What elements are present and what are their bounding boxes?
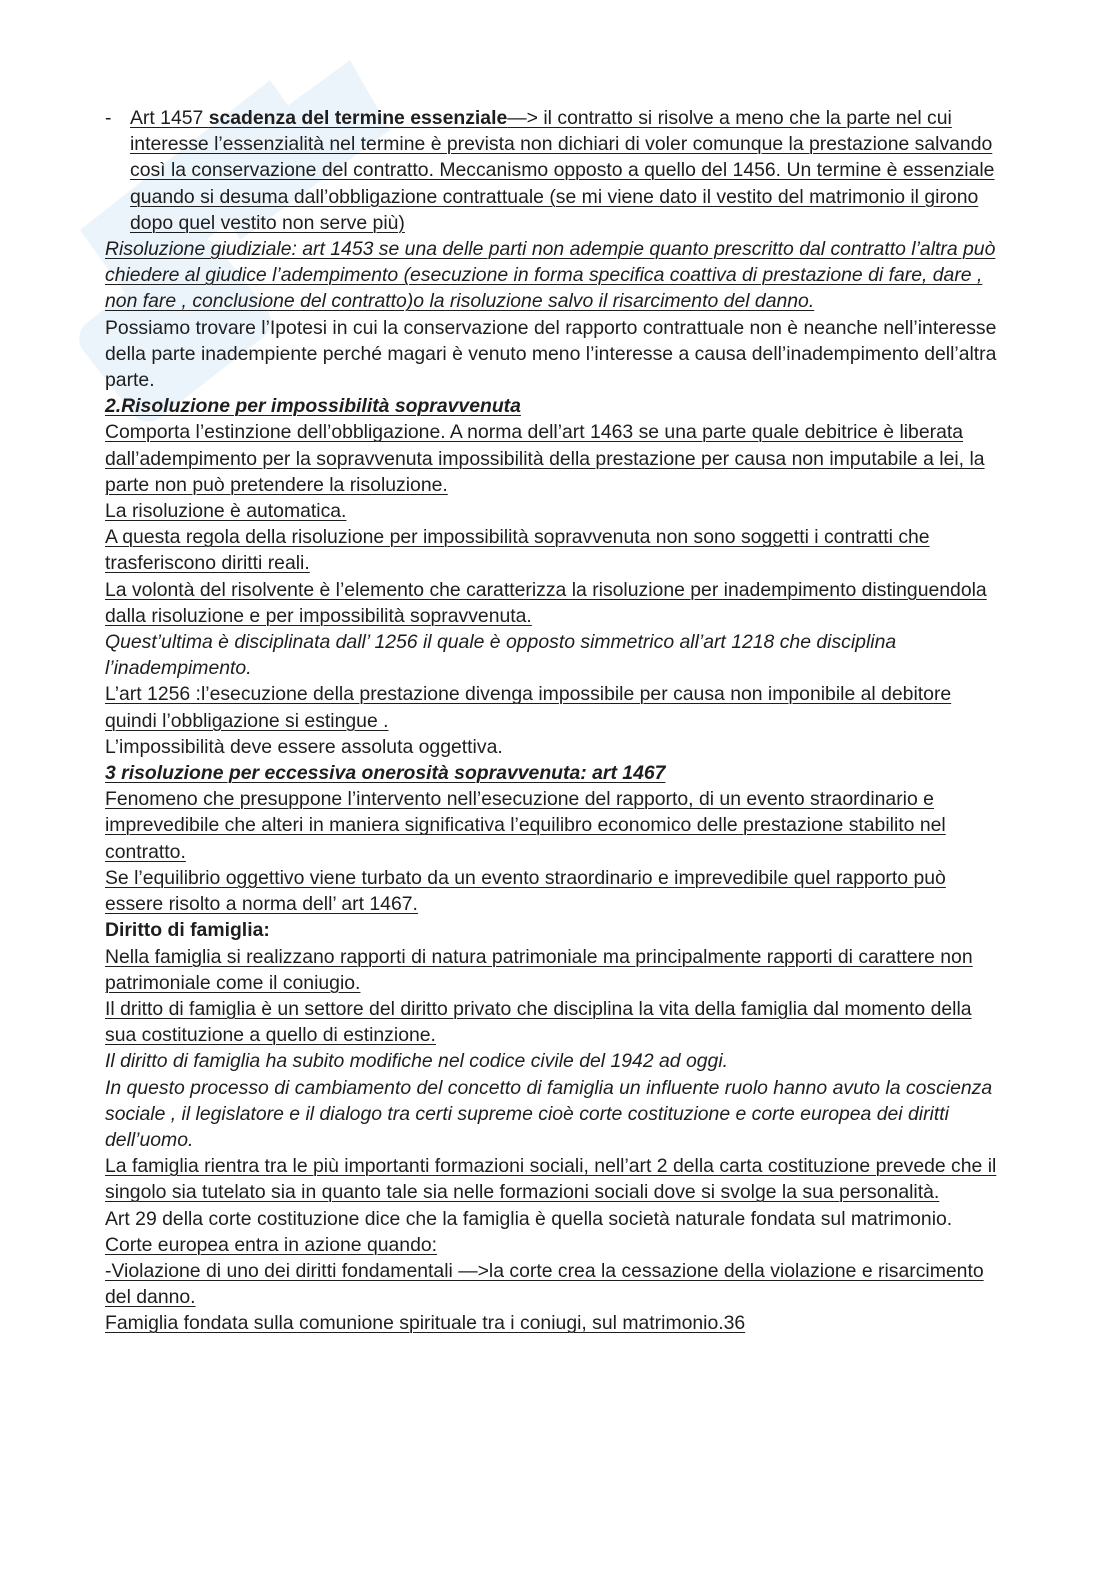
paragraph-fenomeno: Fenomeno che presuppone l’intervento nell’esecuzione del rapporto, di un evento straordinario e imprevedibile che alteri in maniera significativa l’equilibro economico delle prestazione stabilito nel contratto. (105, 788, 946, 863)
heading-diritto-di-famiglia: Diritto di famiglia: (105, 919, 270, 942)
paragraph-ipotesi: Possiamo trovare l’Ipotesi in cui la conservazione del rapporto contrattuale non è neanche nell’interesse della parte inadempiente perché magari è venuto meno l’interesse a causa dell’inadempimento dell’altra parte. (105, 316, 997, 392)
document-page (105, 105, 1005, 1337)
paragraph-equilibrio: Se l’equilibrio oggettivo viene turbato da un evento straordinario e imprevedibile quel rapporto può essere risolto a norma dell’ art 1467. (105, 866, 946, 916)
bullet-text-post: —> il contratto si risolve a meno che la parte nel cui interesse l’essenzialità nel termine è prevista non dichiari di voler comunque la prestazione salvando così la conservazione del contratto. Meccanismo opposto a quello del 1456. Un termine è essenziale quando si desuma dall’obbligazione contrattuale (se mi viene dato il vestito del matrimonio il girono dopo quel vestito non serve più) (130, 107, 995, 234)
paragraph-comunione: Famiglia fondata sulla comunione spirituale tra i coniugi, sul matrimonio.36 (105, 1312, 746, 1335)
paragraph-formazioni-sociali: La famiglia rientra tra le più importanti formazioni sociali, nell’art 2 della carta costituzione prevede che il singolo sia tutelato sia in quanto tale sia nelle formazioni sociali dove si svolge la sua personalità. (105, 1155, 997, 1204)
heading-eccessiva-onerosita: 3 risoluzione per eccessiva onerosità sopravvenuta: art 1467 (105, 762, 666, 785)
paragraph-risoluzione-giudiziale: Risoluzione giudiziale: art 1453 se una delle parti non adempie quanto prescritto dal contratto l’altra può chiedere al giudice l’adempimento (esecuzione in forma specifica coattiva di prestazione di fare, dare , non fare , conclusione del contratto)o la risoluzione salvo il risarcimento del danno. (105, 238, 996, 313)
paragraph-processo: In questo processo di cambiamento del concetto di famiglia un influente ruolo hanno avuto la coscienza sociale , il legislatore e il dialogo tra certi supreme cioè corte costituzione e corte europea dei diritti dell’uomo. (105, 1076, 993, 1151)
paragraph-violazione: -Violazione di uno dei diritti fondamentali —>la corte crea la cessazione della violazione e risarcimento del danno. (105, 1259, 984, 1309)
paragraph-art-1256-1218: Quest’ultima è disciplinata dall’ 1256 il quale è opposto simmetrico all’art 1218 che disciplina l’inadempimento. (105, 631, 897, 680)
paragraph-settore: Il dritto di famiglia è un settore del diritto privato che disciplina la vita della famiglia dal momento della sua costituzione a quello di estinzione. (105, 997, 972, 1047)
paragraph-impossibilita-assoluta: L’impossibilità deve essere assoluta oggettiva. (105, 735, 503, 758)
bullet-art-1457 (105, 105, 1005, 236)
paragraph-rapporti: Nella famiglia si realizzano rapporti di natura patrimoniale ma principalmente rapporti di carattere non patrimoniale come il coniugio. (105, 945, 973, 994)
paragraph-automatica: La risoluzione è automatica. (105, 500, 347, 523)
paragraph-art-29: Art 29 della corte costituzione dice che la famiglia è quella società naturale fondata sul matrimonio. (105, 1207, 953, 1230)
bullet-text-bold: scadenza del termine essenziale (208, 107, 508, 129)
paragraph-diritti-reali: A questa regola della risoluzione per impossibilità sopravvenuta non sono soggetti i contratti che trasferiscono diritti reali. (105, 526, 930, 575)
bullet-dash: - (105, 107, 112, 129)
heading-impossibilita: 2.Risoluzione per impossibilità sopravvenuta (105, 395, 521, 418)
paragraph-corte-europea: Corte europea entra in azione quando: (105, 1233, 438, 1256)
paragraph-estinzione: Comporta l’estinzione dell’obbligazione. A norma dell’art 1463 se una parte quale debitrice è liberata dall’adempimento per la sopravvenuta impossibilità della prestazione per causa non imputabile a lei, la parte non può pretendere la risoluzione. (105, 421, 985, 496)
paragraph-modifiche: Il diritto di famiglia ha subito modifiche nel codice civile del 1942 ad oggi. (105, 1050, 729, 1073)
paragraph-art-1256: L’art 1256 :l’esecuzione della prestazione divenga impossibile per causa non imponibile al debitore quindi l’obbligazione si estingue . (105, 683, 952, 732)
bullet-text-pre: Art 1457 (130, 107, 209, 129)
paragraph-volonta: La volontà del risolvente è l’elemento che caratterizza la risoluzione per inadempimento distinguendola dalla risoluzione e per impossibilità sopravvenuta. (105, 578, 987, 627)
